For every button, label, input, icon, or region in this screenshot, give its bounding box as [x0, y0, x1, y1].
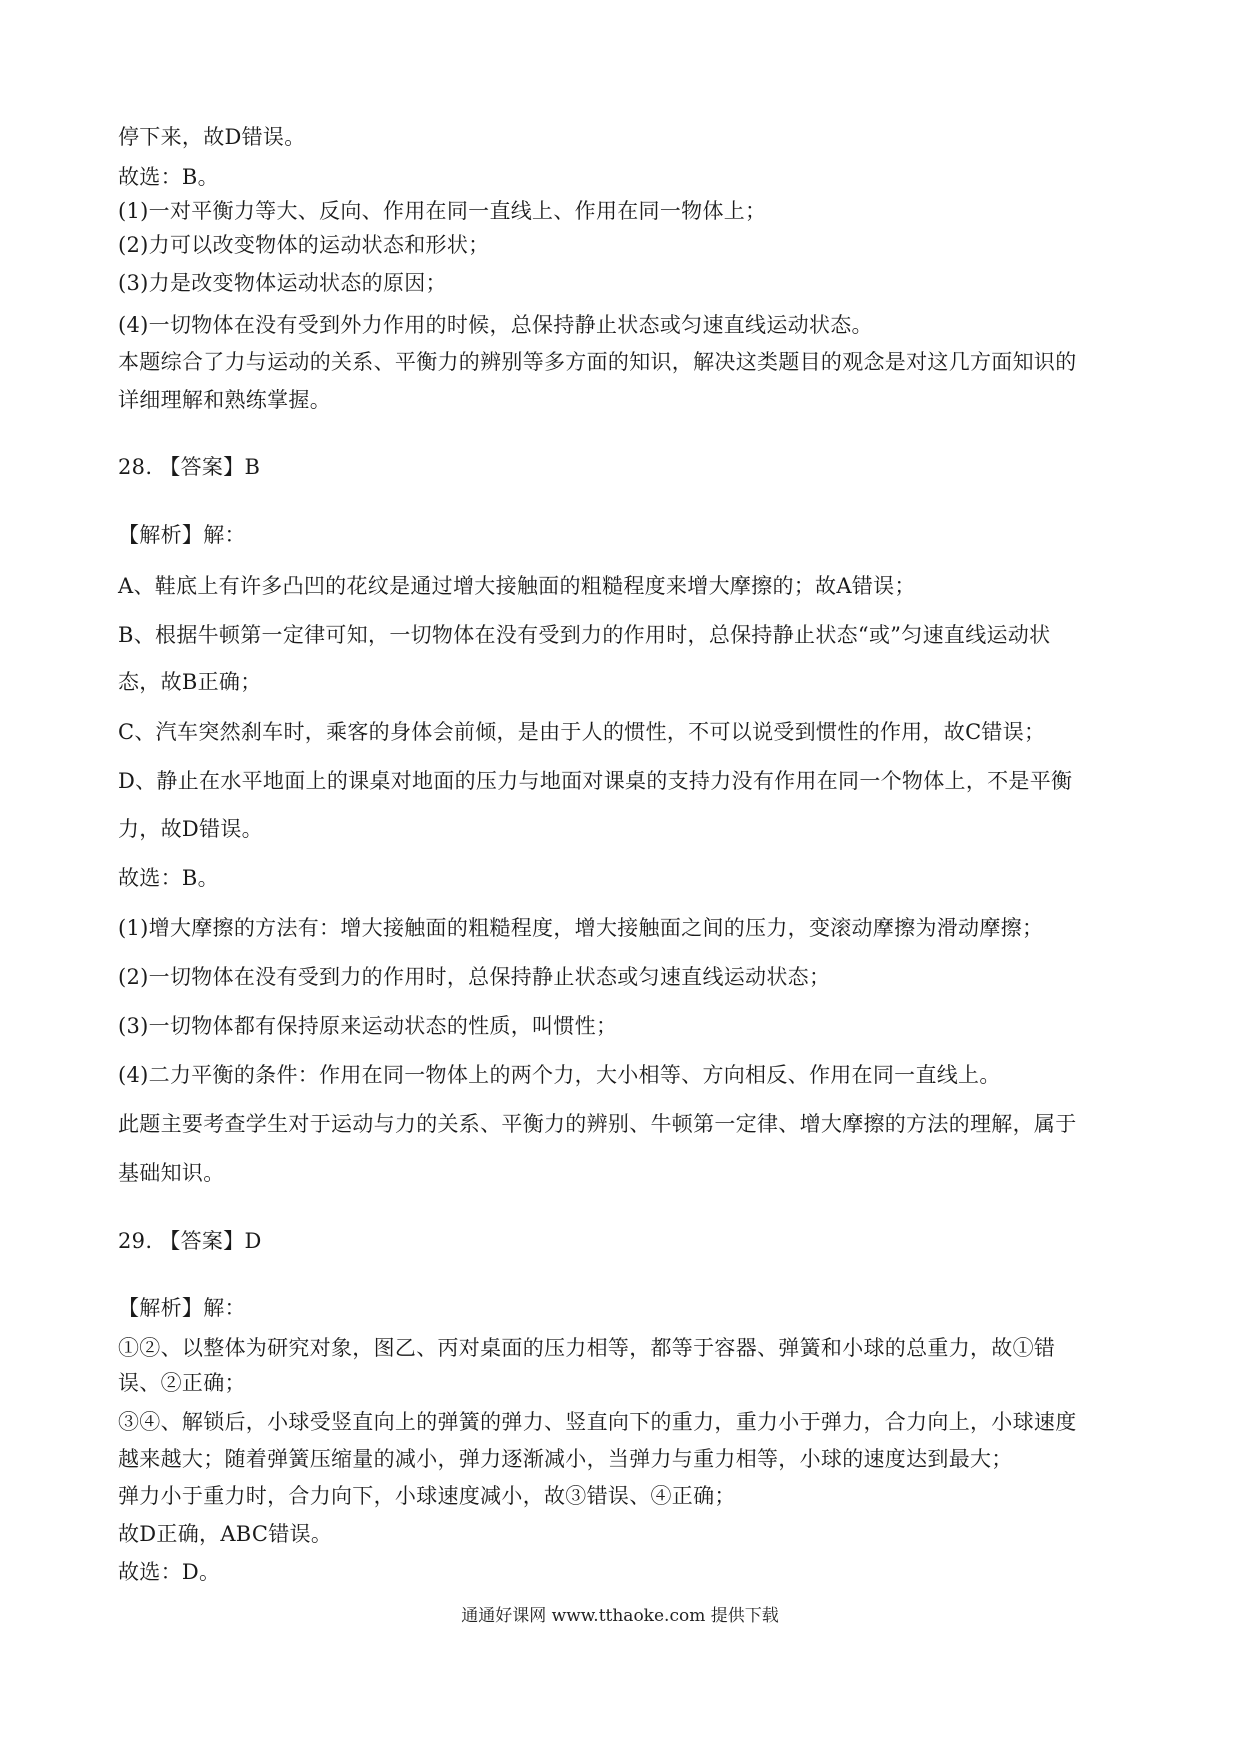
text-line: 故选：B。: [118, 866, 219, 890]
text-line: 弹力小于重力时，合力向下，小球速度减小，故③错误、④正确；: [118, 1484, 736, 1508]
text-line: 故选：B。: [118, 165, 219, 189]
text-line: D、静止在水平地面上的课桌对地面的压力与地面对课桌的支持力没有作用在同一个物体上，不是平衡: [118, 769, 1073, 793]
text-line: 故D正确，ABC错误。: [118, 1522, 333, 1546]
text-line: 力，故D错误。: [118, 817, 263, 841]
text-line: 误、②正确；: [118, 1371, 246, 1395]
text-line: 停下来，故D错误。: [118, 125, 306, 149]
text-line: ①②、以整体为研究对象，图乙、丙对桌面的压力相等，都等于容器、弹簧和小球的总重力，故①错: [118, 1336, 1056, 1360]
page-footer: 通通好课网 www.tthaoke.com 提供下载: [461, 1606, 779, 1626]
text-line: (1)一对平衡力等大、反向、作用在同一直线上、作用在同一物体上；: [118, 199, 767, 223]
text-line: (4)二力平衡的条件：作用在同一物体上的两个力，大小相等、方向相反、作用在同一直线上。: [118, 1063, 1001, 1087]
text-line: 故选：D。: [118, 1560, 221, 1584]
text-line: 本题综合了力与运动的关系、平衡力的辨别等多方面的知识，解决这类题目的观念是对这几方面知识的: [118, 350, 1077, 374]
answer-heading: 29. 【答案】D: [118, 1229, 262, 1253]
text-line: (2)力可以改变物体的运动状态和形状；: [118, 233, 490, 257]
text-line: (4)一切物体在没有受到外力作用的时候，总保持静止状态或匀速直线运动状态。: [118, 313, 873, 337]
answer-heading: 28. 【答案】B: [118, 455, 261, 479]
text-line: (3)力是改变物体运动状态的原因；: [118, 271, 447, 295]
text-line: 基础知识。: [118, 1161, 225, 1185]
text-line: A、鞋底上有许多凸凹的花纹是通过增大接触面的粗糙程度来增大摩擦的；故A错误；: [118, 574, 916, 598]
text-line: 态，故B正确；: [118, 670, 262, 694]
analysis-heading: 【解析】解：: [118, 1296, 246, 1320]
text-line: (2)一切物体在没有受到力的作用时，总保持静止状态或匀速直线运动状态；: [118, 965, 831, 989]
text-line: (1)增大摩擦的方法有：增大接触面的粗糙程度，增大接触面之间的压力，变滚动摩擦为滑动摩擦；: [118, 916, 1044, 940]
text-line: 详细理解和熟练掌握。: [118, 388, 331, 412]
text-line: 越来越大；随着弹簧压缩量的减小，弹力逐渐减小，当弹力与重力相等，小球的速度达到最大；: [118, 1447, 1013, 1471]
text-line: B、根据牛顿第一定律可知，一切物体在没有受到力的作用时，总保持静止状态“或”匀速直线运动状: [118, 623, 1051, 647]
text-line: C、汽车突然刹车时，乘客的身体会前倾，是由于人的惯性，不可以说受到惯性的作用，故C错误；: [118, 720, 1046, 744]
text-line: 此题主要考查学生对于运动与力的关系、平衡力的辨别、牛顿第一定律、增大摩擦的方法的理解，属于: [118, 1112, 1077, 1136]
text-line: (3)一切物体都有保持原来运动状态的性质，叫惯性；: [118, 1014, 618, 1038]
text-line: ③④、解锁后，小球受竖直向上的弹簧的弹力、竖直向下的重力，重力小于弹力，合力向上，小球速度: [118, 1410, 1077, 1434]
analysis-heading: 【解析】解：: [118, 523, 246, 547]
